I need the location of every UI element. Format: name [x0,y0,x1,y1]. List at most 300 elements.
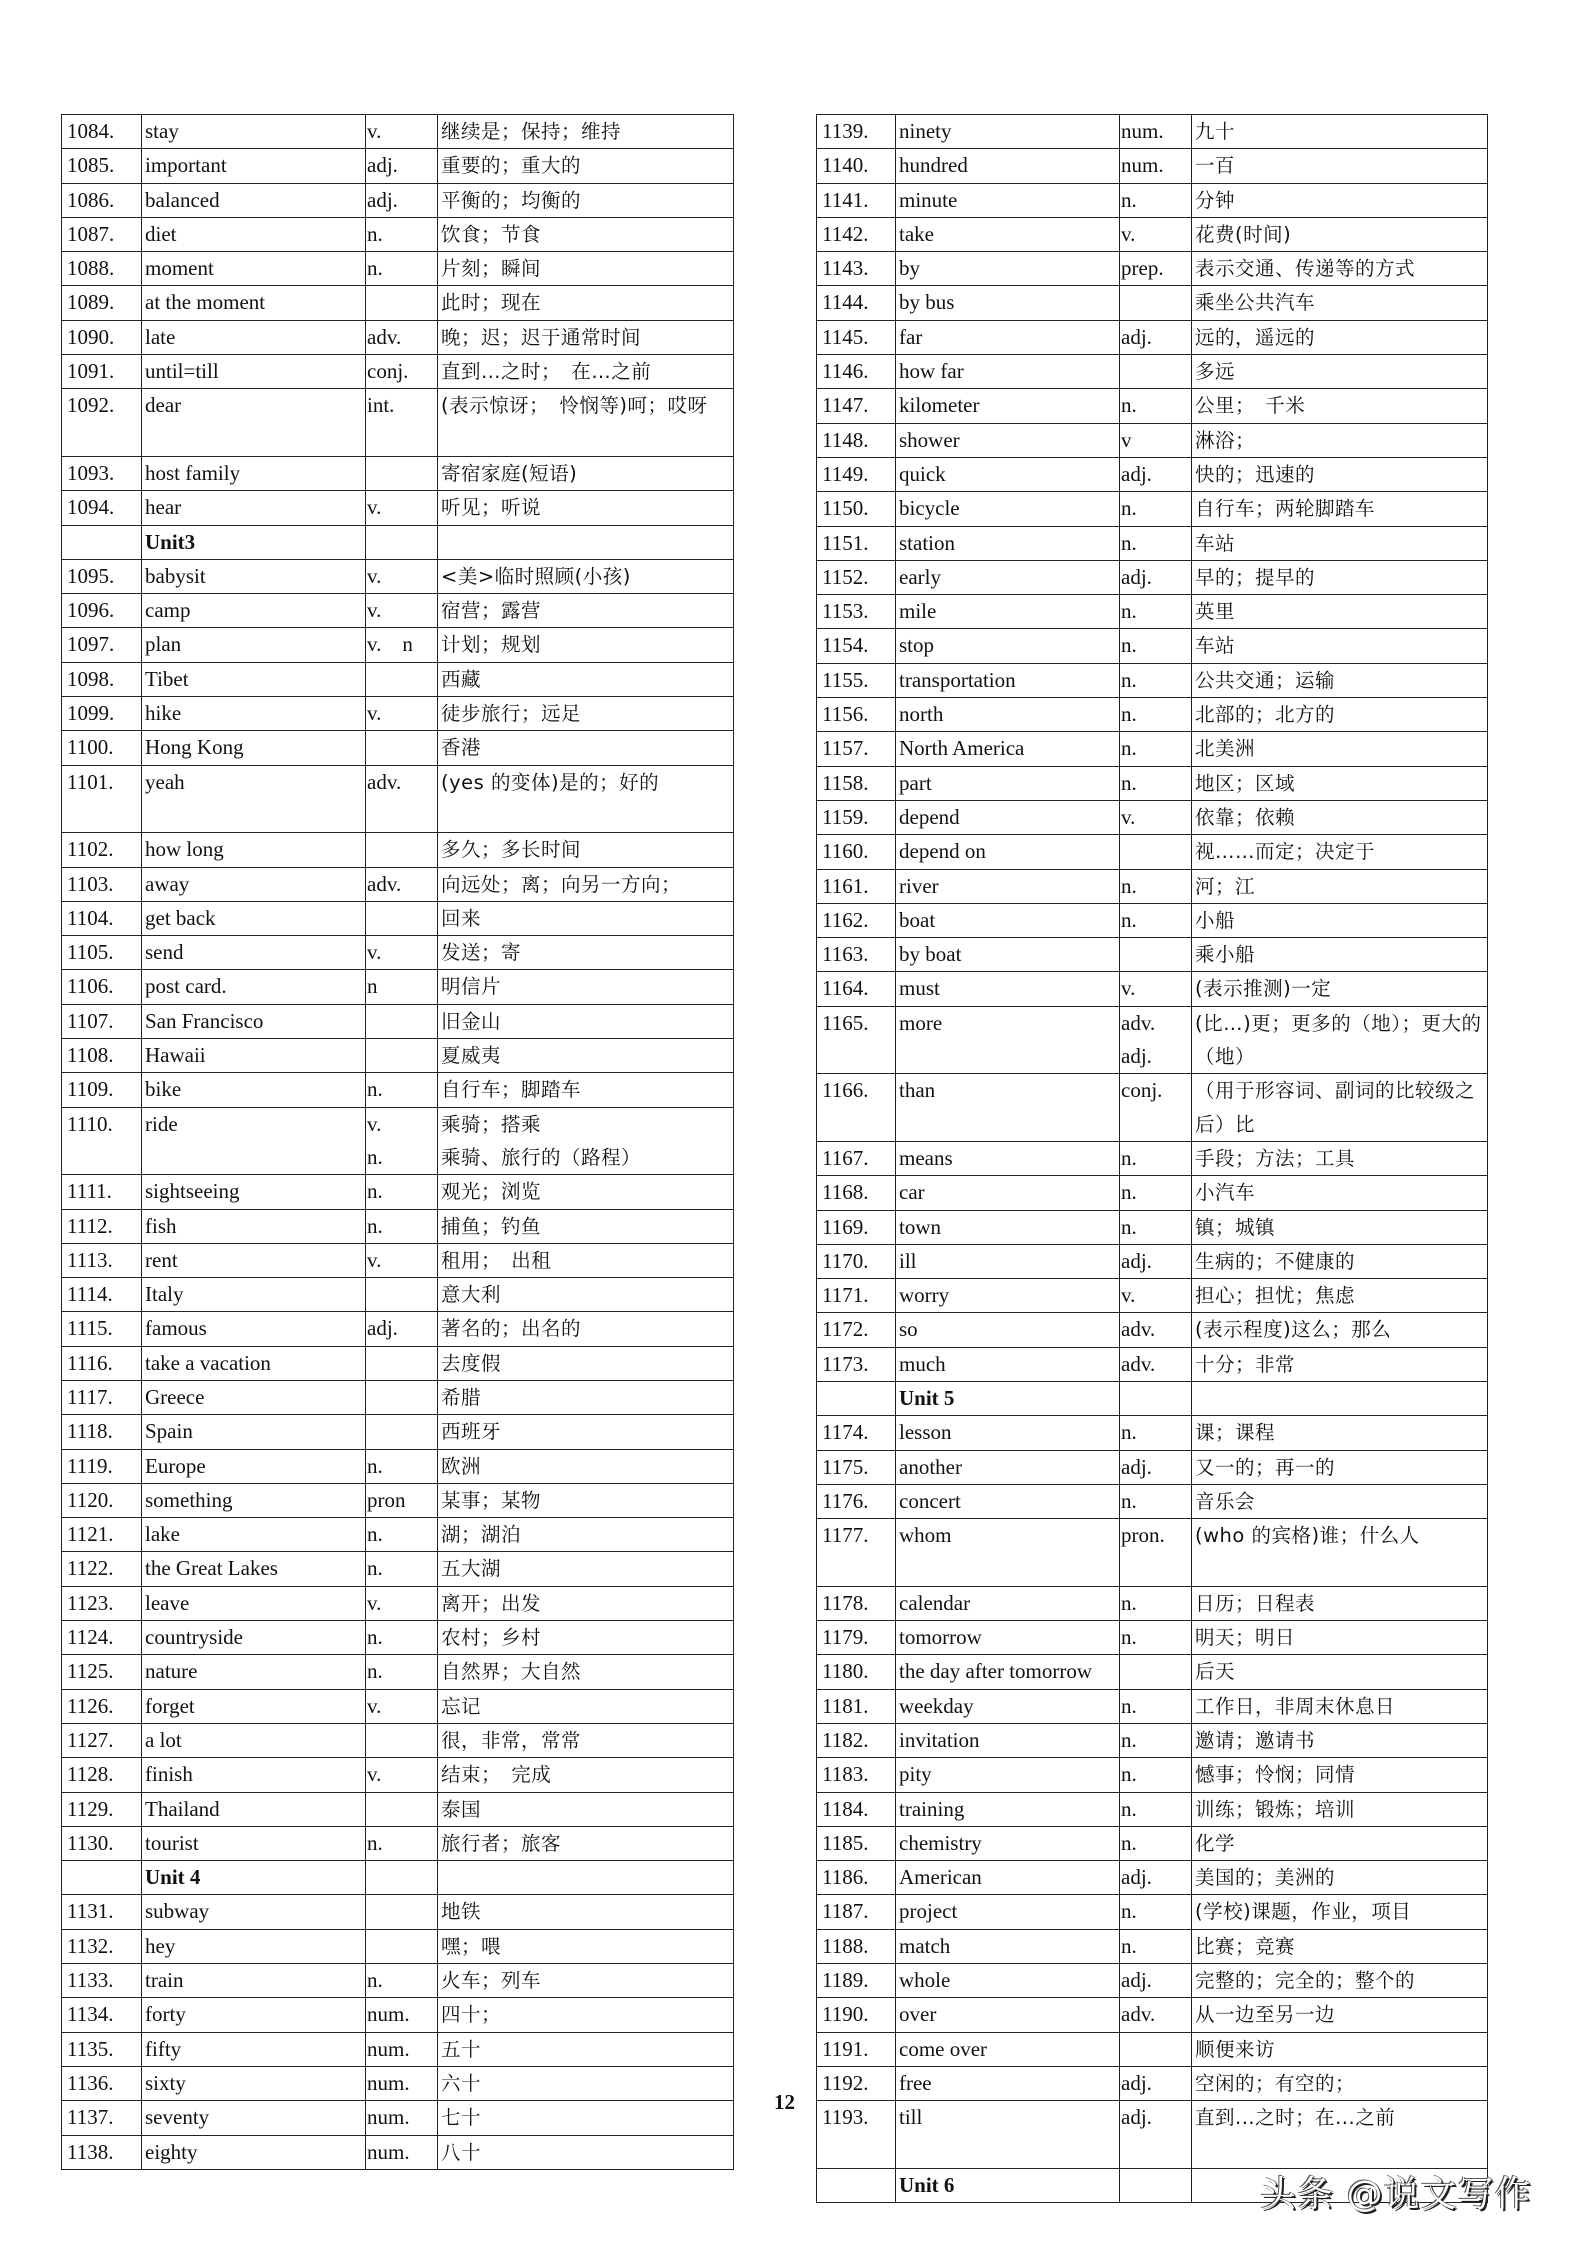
entry-meaning: (yes 的变体)是的；好的 [438,765,734,833]
entry-part-of-speech: adj. [366,149,438,183]
entry-word: tourist [142,1826,366,1860]
entry-part-of-speech: n. [366,1621,438,1655]
entry-word: get back [142,901,366,935]
entry-word: river [896,869,1120,903]
entry-part-of-speech: n. [1120,492,1192,526]
entry-part-of-speech [366,1004,438,1038]
table-row [817,457,1488,491]
entry-part-of-speech: n. [1120,698,1192,732]
entry-number: 1154. [817,629,896,663]
table-row [817,1519,1488,1587]
entry-meaning: 发送；寄 [438,936,734,970]
entry-number: 1163. [817,938,896,972]
entry-word: famous [142,1312,366,1346]
entry-meaning: 明天；明日 [1192,1621,1488,1655]
entry-meaning: 西藏 [438,662,734,696]
entry-number: 1128. [62,1758,142,1792]
entry-part-of-speech [366,1861,438,1895]
table-row [817,629,1488,663]
entry-word: invitation [896,1723,1120,1757]
entry-part-of-speech: adj. [366,1312,438,1346]
entry-part-of-speech [366,901,438,935]
entry-part-of-speech: n. [366,217,438,251]
entry-meaning: (表示惊讶； 怜悯等)呵；哎呀 [438,389,734,457]
entry-part-of-speech: n. [1120,1621,1192,1655]
entry-word: the Great Lakes [142,1552,366,1586]
entry-number: 1096. [62,594,142,628]
entry-part-of-speech: n. [1120,595,1192,629]
entry-part-of-speech: v. [366,594,438,628]
entry-number [817,2168,896,2202]
entry-word: much [896,1347,1120,1381]
entry-meaning: 饮食；节食 [438,217,734,251]
table-row [817,1723,1488,1757]
entry-part-of-speech: v. [366,1586,438,1620]
entry-part-of-speech: num. [1120,149,1192,183]
entry-number: 1134. [62,1998,142,2032]
entry-word: fish [142,1209,366,1243]
entry-part-of-speech: n. [1120,1210,1192,1244]
table-row [817,903,1488,937]
table-row [62,286,734,320]
entry-word: babysit [142,559,366,593]
table-row [817,1929,1488,1963]
entry-part-of-speech [1120,2168,1192,2202]
entry-part-of-speech [366,662,438,696]
entry-number: 1182. [817,1723,896,1757]
entry-meaning: 结束； 完成 [438,1758,734,1792]
entry-part-of-speech: adv. [366,320,438,354]
table-row [62,1004,734,1038]
entry-number: 1113. [62,1243,142,1277]
entry-meaning: 空闲的；有空的； [1192,2066,1488,2100]
entry-word: whole [896,1964,1120,1998]
entry-number: 1137. [62,2101,142,2135]
entry-number: 1157. [817,732,896,766]
table-row [62,115,734,149]
entry-meaning: 徒步旅行；远足 [438,697,734,731]
entry-number: 1135. [62,2032,142,2066]
entry-word: calendar [896,1586,1120,1620]
entry-word: at the moment [142,286,366,320]
entry-word: Unit 4 [142,1861,366,1895]
entry-word: by [896,252,1120,286]
entry-meaning: 忘记 [438,1689,734,1723]
entry-word: minute [896,183,1120,217]
entry-word: must [896,972,1120,1006]
entry-meaning: 意大利 [438,1278,734,1312]
entry-number: 1114. [62,1278,142,1312]
entry-part-of-speech: n. [366,1449,438,1483]
entry-word: weekday [896,1689,1120,1723]
table-row [817,1313,1488,1347]
entry-meaning: 香港 [438,731,734,765]
entry-number: 1186. [817,1861,896,1895]
entry-meaning: 地区；区域 [1192,766,1488,800]
entry-word: training [896,1792,1120,1826]
entry-number: 1112. [62,1209,142,1243]
entry-number: 1132. [62,1929,142,1963]
entry-meaning: 音乐会 [1192,1484,1488,1518]
entry-word: by bus [896,286,1120,320]
table-row [62,1175,734,1209]
table-row [817,1861,1488,1895]
entry-number: 1150. [817,492,896,526]
entry-number: 1097. [62,628,142,662]
entry-word: host family [142,456,366,490]
entry-part-of-speech [366,1415,438,1449]
entry-number: 1092. [62,389,142,457]
entry-part-of-speech: adj. [1120,2066,1192,2100]
entry-word: mile [896,595,1120,629]
entry-word: Hong Kong [142,731,366,765]
entry-part-of-speech: n. [366,1073,438,1107]
table-row [62,833,734,867]
table-row [817,1244,1488,1278]
table-row [817,1176,1488,1210]
entry-meaning: 旧金山 [438,1004,734,1038]
table-row [62,867,734,901]
entry-word: bicycle [896,492,1120,526]
entry-word: North America [896,732,1120,766]
entry-meaning: 租用； 出租 [438,1243,734,1277]
entry-number: 1093. [62,456,142,490]
table-row [62,1449,734,1483]
entry-word: another [896,1450,1120,1484]
entry-number: 1143. [817,252,896,286]
entry-word: depend on [896,835,1120,869]
entry-meaning: 憾事；怜悯；同情 [1192,1758,1488,1792]
entry-meaning: 六十 [438,2066,734,2100]
entry-number: 1164. [817,972,896,1006]
table-row [817,698,1488,732]
entry-part-of-speech: adj. [1120,560,1192,594]
entry-word: send [142,936,366,970]
unit-header-row [62,525,734,559]
entry-meaning: 公共交通；运输 [1192,663,1488,697]
table-row [62,1518,734,1552]
entry-meaning: 听见；听说 [438,491,734,525]
entry-meaning: 著名的；出名的 [438,1312,734,1346]
entry-part-of-speech: adv. [1120,1998,1192,2032]
entry-number: 1177. [817,1519,896,1587]
table-row [62,765,734,833]
entry-number: 1098. [62,662,142,696]
table-row [817,1484,1488,1518]
entry-meaning: 英里 [1192,595,1488,629]
entry-part-of-speech: v. [366,1689,438,1723]
entry-part-of-speech: adj. [1120,1450,1192,1484]
entry-part-of-speech: n. [1120,1792,1192,1826]
table-row [817,1279,1488,1313]
entry-number: 1100. [62,731,142,765]
table-row [62,1415,734,1449]
table-row [817,1006,1488,1074]
entry-meaning: (比…)更；更多的（地）；更大的（地） [1192,1006,1488,1074]
table-row [62,1278,734,1312]
entry-number: 1173. [817,1347,896,1381]
entry-part-of-speech: v. [366,936,438,970]
entry-number: 1119. [62,1449,142,1483]
entry-number: 1166. [817,1074,896,1142]
entry-word: sightseeing [142,1175,366,1209]
table-row [62,217,734,251]
entry-number: 1118. [62,1415,142,1449]
entry-meaning: 课；课程 [1192,1416,1488,1450]
entry-word: Unit 6 [896,2168,1120,2202]
entry-word: boat [896,903,1120,937]
entry-part-of-speech: n. [1120,1416,1192,1450]
table-row [817,1895,1488,1929]
entry-number: 1144. [817,286,896,320]
entry-word: Spain [142,1415,366,1449]
entry-meaning: 捕鱼；钓鱼 [438,1209,734,1243]
entry-meaning: 乘小船 [1192,938,1488,972]
entry-part-of-speech: n. [1120,183,1192,217]
entry-part-of-speech [1120,286,1192,320]
entry-meaning: 观光；浏览 [438,1175,734,1209]
entry-word: ninety [896,115,1120,149]
entry-word: train [142,1964,366,1998]
entry-part-of-speech: int. [366,389,438,457]
entry-number: 1169. [817,1210,896,1244]
table-row [62,1243,734,1277]
table-row [817,2101,1488,2169]
entry-part-of-speech [1120,835,1192,869]
entry-word: dear [142,389,366,457]
entry-number: 1124. [62,1621,142,1655]
entry-meaning: 手段；方法；工具 [1192,1141,1488,1175]
entry-part-of-speech: adj. [1120,1244,1192,1278]
table-row [817,1621,1488,1655]
entry-word: fifty [142,2032,366,2066]
entry-meaning: 多远 [1192,355,1488,389]
entry-part-of-speech: v. [1120,1279,1192,1313]
entry-meaning: 嘿；喂 [438,1929,734,1963]
entry-part-of-speech: v. [366,1243,438,1277]
entry-meaning: 旅行者；旅客 [438,1826,734,1860]
entry-word: free [896,2066,1120,2100]
entry-meaning: 花费(时间) [1192,217,1488,251]
entry-part-of-speech: n [366,970,438,1004]
entry-meaning: 远的，遥远的 [1192,320,1488,354]
entry-part-of-speech [366,833,438,867]
entry-number: 1168. [817,1176,896,1210]
table-row [62,1964,734,1998]
entry-meaning: 比赛；竞赛 [1192,1929,1488,1963]
entry-meaning: 表示交通、传递等的方式 [1192,252,1488,286]
table-row [62,1209,734,1243]
entry-word: late [142,320,366,354]
entry-word: Europe [142,1449,366,1483]
entry-number: 1123. [62,1586,142,1620]
entry-part-of-speech: v. n. [366,1107,438,1175]
entry-number: 1110. [62,1107,142,1175]
entry-meaning: 计划；规划 [438,628,734,662]
table-row [817,183,1488,217]
entry-number [62,1861,142,1895]
entry-word: nature [142,1655,366,1689]
entry-part-of-speech [366,1895,438,1929]
entry-number: 1183. [817,1758,896,1792]
entry-meaning: (表示程度)这么；那么 [1192,1313,1488,1347]
entry-word: post card. [142,970,366,1004]
entry-word: stop [896,629,1120,663]
table-row [62,252,734,286]
entry-word: Unit 5 [896,1381,1120,1415]
entry-meaning: 七十 [438,2101,734,2135]
entry-word: chemistry [896,1826,1120,1860]
table-row [62,1039,734,1073]
table-row [62,1312,734,1346]
table-row [62,355,734,389]
entry-part-of-speech: n. [366,1552,438,1586]
entry-number: 1117. [62,1380,142,1414]
table-row [817,492,1488,526]
table-row [817,732,1488,766]
entry-word: Hawaii [142,1039,366,1073]
entry-meaning: 镇；城镇 [1192,1210,1488,1244]
entry-number: 1086. [62,183,142,217]
entry-meaning: 某事；某物 [438,1483,734,1517]
entry-meaning: 向远处；离；向另一方向； [438,867,734,901]
entry-number [817,1381,896,1415]
entry-part-of-speech: n. [1120,1176,1192,1210]
entry-part-of-speech: num. [366,2066,438,2100]
entry-number: 1159. [817,800,896,834]
entry-part-of-speech: n. [1120,1758,1192,1792]
entry-part-of-speech: v. [366,115,438,149]
table-row [62,491,734,525]
table-row [62,970,734,1004]
entry-meaning: 乘坐公共汽车 [1192,286,1488,320]
table-row [817,286,1488,320]
entry-part-of-speech [1120,938,1192,972]
entry-number: 1149. [817,457,896,491]
entry-part-of-speech [366,731,438,765]
entry-part-of-speech: n. [366,1964,438,1998]
entry-meaning: 车站 [1192,629,1488,663]
entry-meaning: 希腊 [438,1380,734,1414]
table-row [817,1689,1488,1723]
table-row [817,938,1488,972]
table-row [817,1141,1488,1175]
entry-word: how far [896,355,1120,389]
entry-word: far [896,320,1120,354]
entry-word: San Francisco [142,1004,366,1038]
entry-number: 1141. [817,183,896,217]
entry-number: 1187. [817,1895,896,1929]
entry-word: a lot [142,1723,366,1757]
table-row [62,1586,734,1620]
entry-word: town [896,1210,1120,1244]
entry-part-of-speech [366,1278,438,1312]
entry-word: car [896,1176,1120,1210]
entry-meaning: 北美洲 [1192,732,1488,766]
entry-number: 1142. [817,217,896,251]
table-row [817,2066,1488,2100]
entry-number: 1106. [62,970,142,1004]
table-row [817,252,1488,286]
entry-meaning: 公里； 千米 [1192,389,1488,423]
entry-meaning: 宿营；露营 [438,594,734,628]
entry-part-of-speech [366,1792,438,1826]
entry-part-of-speech [1120,1655,1192,1689]
table-row [817,1655,1488,1689]
entry-number: 1158. [817,766,896,800]
entry-part-of-speech: n. [1120,389,1192,423]
entry-number: 1126. [62,1689,142,1723]
entry-meaning: 夏威夷 [438,1039,734,1073]
entry-word: American [896,1861,1120,1895]
entry-word: kilometer [896,389,1120,423]
entry-number: 1192. [817,2066,896,2100]
entry-number: 1101. [62,765,142,833]
table-row [62,1895,734,1929]
entry-meaning: 日历；日程表 [1192,1586,1488,1620]
entry-number: 1178. [817,1586,896,1620]
entry-part-of-speech: v. [1120,800,1192,834]
entry-number: 1151. [817,526,896,560]
entry-number: 1105. [62,936,142,970]
entry-part-of-speech: n. [366,1209,438,1243]
entry-meaning: 又一的；再一的 [1192,1450,1488,1484]
table-row [817,1347,1488,1381]
table-row [62,1483,734,1517]
entry-number: 1104. [62,901,142,935]
entry-word: forty [142,1998,366,2032]
entry-meaning: 训练；锻炼；培训 [1192,1792,1488,1826]
entry-word: Greece [142,1380,366,1414]
entry-number: 1094. [62,491,142,525]
table-row [817,1998,1488,2032]
entry-meaning: 视……而定；决定于 [1192,835,1488,869]
entry-meaning: (学校)课题，作业，项目 [1192,1895,1488,1929]
table-row [62,731,734,765]
entry-number: 1102. [62,833,142,867]
entry-word: match [896,1929,1120,1963]
table-row [817,595,1488,629]
table-row [817,800,1488,834]
entry-part-of-speech [366,456,438,490]
table-row [62,1655,734,1689]
table-row [817,1074,1488,1142]
table-row [62,1552,734,1586]
entry-part-of-speech: adv. [1120,1313,1192,1347]
entry-number: 1091. [62,355,142,389]
entry-word: until=till [142,355,366,389]
entry-part-of-speech: n. [1120,766,1192,800]
entry-part-of-speech: conj. [366,355,438,389]
entry-part-of-speech: n. [366,1175,438,1209]
entry-part-of-speech: n. [366,1518,438,1552]
entry-number: 1087. [62,217,142,251]
entry-number: 1108. [62,1039,142,1073]
entry-word: Italy [142,1278,366,1312]
entry-meaning: 五大湖 [438,1552,734,1586]
table-row [817,1210,1488,1244]
entry-part-of-speech: conj. [1120,1074,1192,1142]
table-row [62,456,734,490]
entry-number: 1174. [817,1416,896,1450]
table-row [62,1380,734,1414]
entry-number: 1121. [62,1518,142,1552]
table-row [817,869,1488,903]
entry-number [62,525,142,559]
entry-part-of-speech: n. [1120,629,1192,663]
table-row [62,936,734,970]
entry-meaning: 直到…之时； 在…之前 [438,355,734,389]
